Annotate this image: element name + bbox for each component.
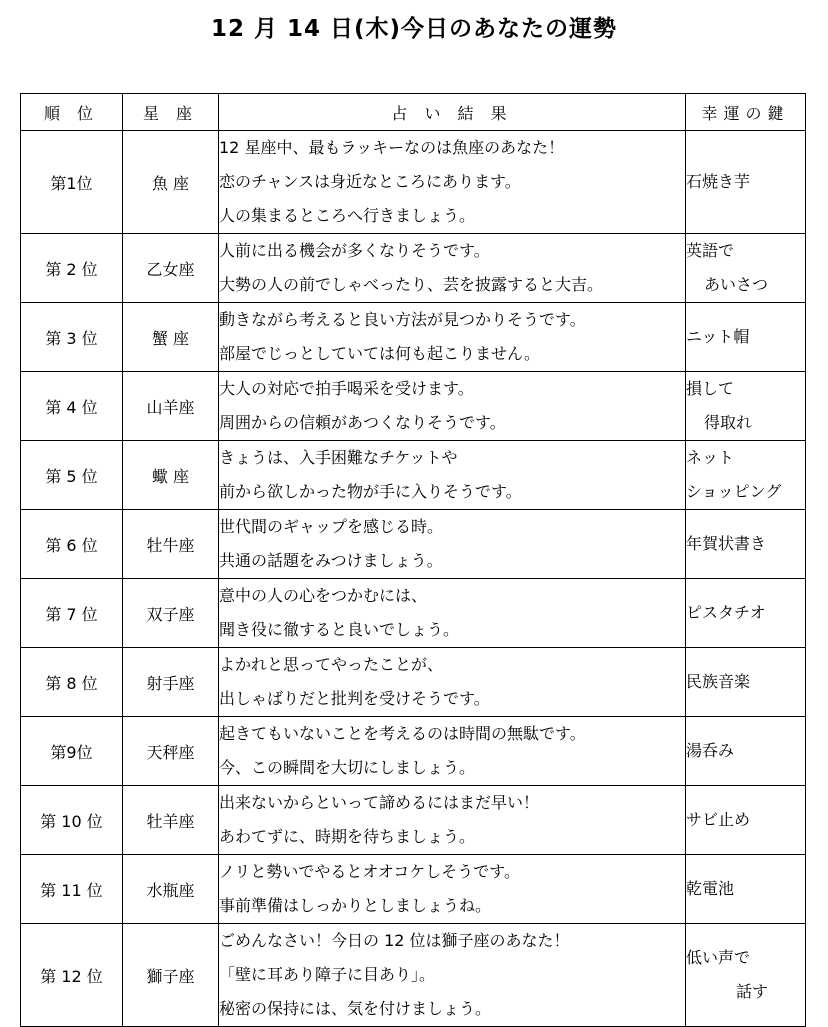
lucky-key-line: 乾電池 — [686, 879, 735, 898]
result-line: 「壁に耳あり障子に目あり」。 — [219, 965, 436, 984]
lucky-key-line: ネット — [686, 448, 735, 467]
sign-cell: 蟹 座 — [123, 303, 219, 372]
lucky-key-line: ショッピング — [686, 482, 782, 501]
table-row — [21, 303, 806, 372]
rank-cell: 第 8 位 — [21, 648, 123, 717]
lucky-key-line: 湯呑み — [686, 741, 735, 760]
result-cell — [219, 924, 686, 1027]
result-line: ごめんなさい！今日の 12 位は獅子座のあなた！ — [219, 931, 570, 950]
result-cell — [219, 372, 686, 441]
result-line: 人前に出る機会が多くなりそうです。 — [219, 241, 490, 260]
table-row — [21, 234, 806, 303]
lucky-key-line: 得取れ — [704, 413, 753, 432]
sign-cell: 魚 座 — [123, 131, 219, 234]
result-cell — [219, 234, 686, 303]
result-line: 部屋でじっとしていては何も起こりません。 — [219, 344, 540, 363]
result-line: よかれと思ってやったことが、 — [219, 655, 444, 674]
result-line: 人の集まるところへ行きましょう。 — [219, 206, 476, 225]
result-line: 出来ないからといって諦めるにはまだ早い！ — [219, 793, 540, 812]
result-cell — [219, 303, 686, 372]
result-line: 恋のチャンスは身近なところにあります。 — [219, 172, 521, 191]
lucky-key-line: ピスタチオ — [686, 603, 766, 622]
table-row — [21, 441, 806, 510]
lucky-key-line: 低い声で — [686, 948, 751, 967]
result-cell — [219, 131, 686, 234]
result-line: あわてずに、時期を待ちましょう。 — [219, 827, 476, 846]
rank-cell: 第 3 位 — [21, 303, 123, 372]
lucky-key-line: ニット帽 — [686, 327, 750, 346]
result-line: 起きてもいないことを考えるのは時間の無駄です。 — [219, 724, 586, 743]
table-row — [21, 579, 806, 648]
header-rank: 順 位 — [21, 94, 123, 131]
table-row — [21, 786, 806, 855]
lucky-key-cell — [686, 648, 806, 717]
lucky-key-line: 損して — [686, 379, 735, 398]
result-line: 動きながら考えると良い方法が見つかりそうです。 — [219, 310, 586, 329]
sign-cell: 獅子座 — [123, 924, 219, 1027]
lucky-key-cell — [686, 372, 806, 441]
sign-cell: 天秤座 — [123, 717, 219, 786]
lucky-key-cell — [686, 131, 806, 234]
header-key: 幸運の鍵 — [686, 94, 806, 131]
lucky-key-cell — [686, 234, 806, 303]
fortune-table — [20, 93, 806, 1027]
rank-cell: 第1位 — [21, 131, 123, 234]
page-title: 12 月 14 日(木)今日のあなたの運勢 — [210, 16, 618, 42]
sign-cell: 水瓶座 — [123, 855, 219, 924]
lucky-key-cell — [686, 579, 806, 648]
sign-cell: 蠍 座 — [123, 441, 219, 510]
result-line: 聞き役に徹すると良いでしょう。 — [219, 620, 460, 639]
result-cell — [219, 786, 686, 855]
result-line: 周囲からの信頼があつくなりそうです。 — [219, 413, 506, 432]
result-line: 前から欲しかった物が手に入りそうです。 — [219, 482, 522, 501]
lucky-key-line: 民族音楽 — [686, 672, 751, 691]
rank-cell: 第 4 位 — [21, 372, 123, 441]
result-line: 秘密の保持には、気を付けましょう。 — [219, 999, 492, 1018]
table-row — [21, 648, 806, 717]
result-cell — [219, 510, 686, 579]
sign-cell: 乙女座 — [123, 234, 219, 303]
rank-cell: 第 7 位 — [21, 579, 123, 648]
sign-cell: 山羊座 — [123, 372, 219, 441]
header-result: 占 い 結 果 — [219, 94, 686, 131]
result-line: 12 星座中、最もラッキーなのは魚座のあなた！ — [219, 138, 565, 157]
lucky-key-cell — [686, 510, 806, 579]
header-sign: 星 座 — [123, 94, 219, 131]
lucky-key-line: サビ止め — [686, 810, 751, 829]
lucky-key-cell — [686, 786, 806, 855]
result-cell — [219, 441, 686, 510]
result-line: きょうは、入手困難なチケットや — [219, 448, 458, 467]
table-body — [21, 131, 806, 1027]
result-line: 今、この瞬間を大切にしましょう。 — [219, 758, 476, 777]
rank-cell: 第 5 位 — [21, 441, 123, 510]
rank-cell: 第 6 位 — [21, 510, 123, 579]
lucky-key-cell — [686, 924, 806, 1027]
result-line: 大人の対応で拍手喝采を受けます。 — [219, 379, 474, 398]
rank-cell: 第 10 位 — [21, 786, 123, 855]
sign-cell: 牡羊座 — [123, 786, 219, 855]
result-cell — [219, 717, 686, 786]
sign-cell: 射手座 — [123, 648, 219, 717]
table-row — [21, 372, 806, 441]
table-row — [21, 717, 806, 786]
table-row — [21, 855, 806, 924]
result-line: 共通の話題をみつけましょう。 — [219, 551, 443, 570]
result-line: 事前準備はしっかりとしましょうね。 — [219, 896, 492, 915]
lucky-key-line: 話す — [736, 982, 769, 1001]
rank-cell: 第 12 位 — [21, 924, 123, 1027]
sign-cell: 牡牛座 — [123, 510, 219, 579]
lucky-key-line: 年賀状書き — [686, 534, 767, 553]
rank-cell: 第9位 — [21, 717, 123, 786]
result-line: 出しゃばりだと批判を受けそうです。 — [219, 689, 490, 708]
result-line: 意中の人の心をつかむには、 — [219, 586, 428, 605]
rank-cell: 第 2 位 — [21, 234, 123, 303]
lucky-key-cell — [686, 441, 806, 510]
result-line: ノリと勢いでやるとオオコケしそうです。 — [219, 862, 520, 881]
table-header-row — [21, 94, 806, 131]
rank-cell: 第 11 位 — [21, 855, 123, 924]
table-row — [21, 131, 806, 234]
result-line: 世代間のギャップを感じる時。 — [219, 517, 444, 536]
result-cell — [219, 855, 686, 924]
sign-cell: 双子座 — [123, 579, 219, 648]
lucky-key-cell — [686, 717, 806, 786]
result-line: 大勢の人の前でしゃべったり、芸を披露すると大吉。 — [219, 275, 604, 294]
lucky-key-line: 英語で — [686, 241, 735, 260]
table-row — [21, 924, 806, 1027]
lucky-key-cell — [686, 303, 806, 372]
lucky-key-line: あいさつ — [704, 275, 769, 294]
result-cell — [219, 579, 686, 648]
table-row — [21, 510, 806, 579]
lucky-key-line: 石焼き芋 — [686, 172, 751, 191]
lucky-key-cell — [686, 855, 806, 924]
result-cell — [219, 648, 686, 717]
